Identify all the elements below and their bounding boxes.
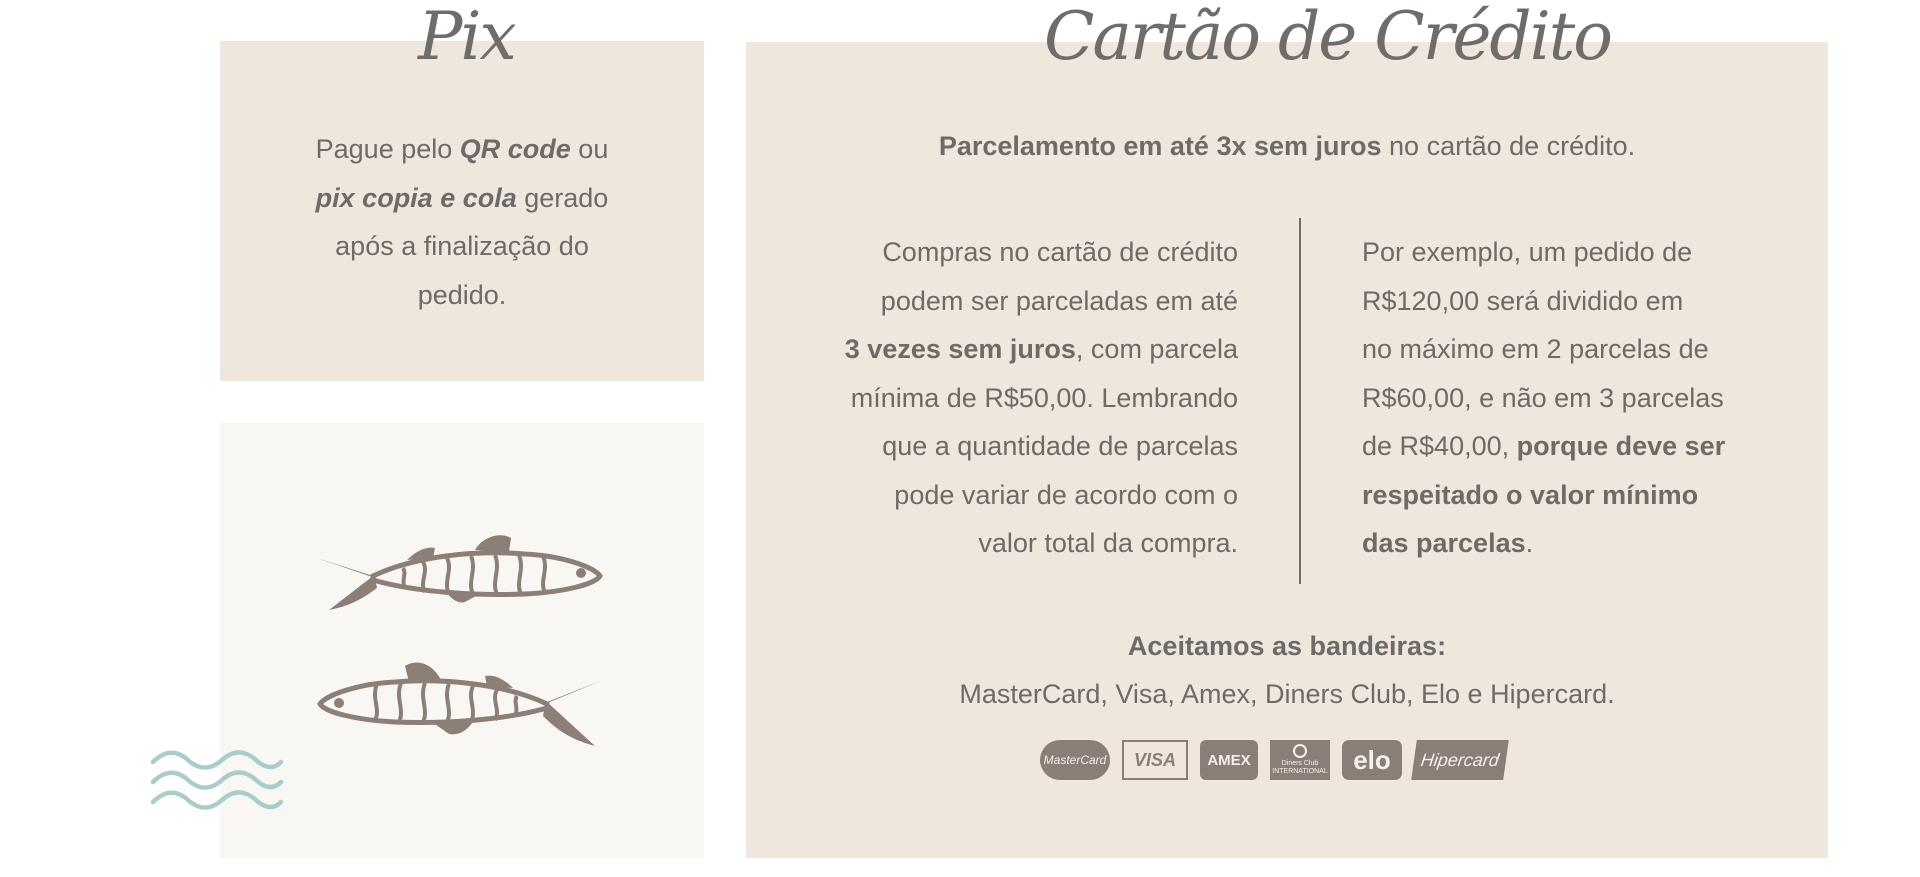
example-line: de R$40,00, bbox=[1362, 431, 1517, 461]
accepted-brands-list: MasterCard, Visa, Amex, Diners Club, Elo e Hipercard. bbox=[959, 679, 1615, 709]
example-line: Por exemplo, um pedido de bbox=[1362, 237, 1693, 267]
intro-rest: no cartão de crédito. bbox=[1381, 131, 1636, 161]
example-highlight: das parcelas bbox=[1362, 528, 1526, 558]
example-line: . bbox=[1525, 528, 1534, 558]
waves-icon bbox=[150, 750, 284, 812]
fish-icon bbox=[315, 656, 605, 752]
rules-line: Compras no cartão de crédito bbox=[882, 237, 1238, 267]
pix-text: gerado bbox=[516, 182, 609, 213]
example-line: no máximo em 2 parcelas de bbox=[1362, 334, 1709, 364]
pix-title: Pix bbox=[418, 0, 515, 75]
accepted-brands-heading: Aceitamos as bandeiras: bbox=[1127, 631, 1447, 661]
diners-club-logo bbox=[1270, 740, 1330, 780]
pix-qr-code: QR code bbox=[459, 134, 571, 164]
fish-illustration-card bbox=[220, 423, 704, 858]
diners-text: INTERNATIONAL bbox=[1272, 768, 1328, 775]
rules-line: valor total da compra. bbox=[978, 528, 1238, 558]
credit-card-rules bbox=[806, 228, 1238, 568]
fish-icon bbox=[315, 528, 605, 624]
rules-line: podem ser parceladas em até bbox=[880, 285, 1238, 316]
hipercard-logo: Hipercard bbox=[1411, 740, 1509, 780]
amex-logo: AMEX bbox=[1200, 740, 1258, 780]
rules-line: que a quantidade de parcelas bbox=[882, 431, 1238, 461]
credit-card-title: Cartão de Crédito bbox=[1044, 0, 1611, 75]
diners-text: Diners Club bbox=[1281, 760, 1319, 767]
elo-logo: elo bbox=[1342, 740, 1402, 780]
pix-copia-cola: pix copia e cola bbox=[315, 182, 517, 213]
diners-ring-icon bbox=[1293, 744, 1307, 758]
pix-text: Pague pelo bbox=[315, 134, 460, 164]
rules-line: , com parcela bbox=[1075, 334, 1238, 364]
rules-highlight: 3 vezes sem juros bbox=[844, 334, 1076, 364]
pix-text: após a finalização do bbox=[335, 231, 589, 261]
pix-card bbox=[220, 41, 704, 381]
visa-logo: VISA bbox=[1122, 740, 1188, 780]
installment-highlight: Parcelamento em até 3x sem juros bbox=[938, 131, 1382, 161]
mastercard-logo: MasterCard bbox=[1040, 740, 1110, 780]
example-line: R$120,00 será dividido em bbox=[1362, 285, 1684, 316]
credit-card-example bbox=[1362, 228, 1782, 568]
rules-line: pode variar de acordo com o bbox=[894, 479, 1238, 510]
credit-card-card bbox=[746, 42, 1828, 858]
card-brand-logos bbox=[1040, 739, 1506, 781]
pix-description bbox=[220, 125, 704, 319]
example-line: R$60,00, e não em 3 parcelas bbox=[1362, 382, 1724, 413]
example-highlight: porque deve ser bbox=[1516, 431, 1726, 461]
column-divider bbox=[1299, 218, 1301, 584]
pix-text: ou bbox=[570, 134, 609, 164]
pix-text: pedido. bbox=[417, 279, 507, 310]
credit-card-intro bbox=[746, 126, 1828, 166]
rules-line: mínima de R$50,00. Lembrando bbox=[850, 382, 1238, 413]
example-highlight: respeitado o valor mínimo bbox=[1362, 479, 1699, 510]
